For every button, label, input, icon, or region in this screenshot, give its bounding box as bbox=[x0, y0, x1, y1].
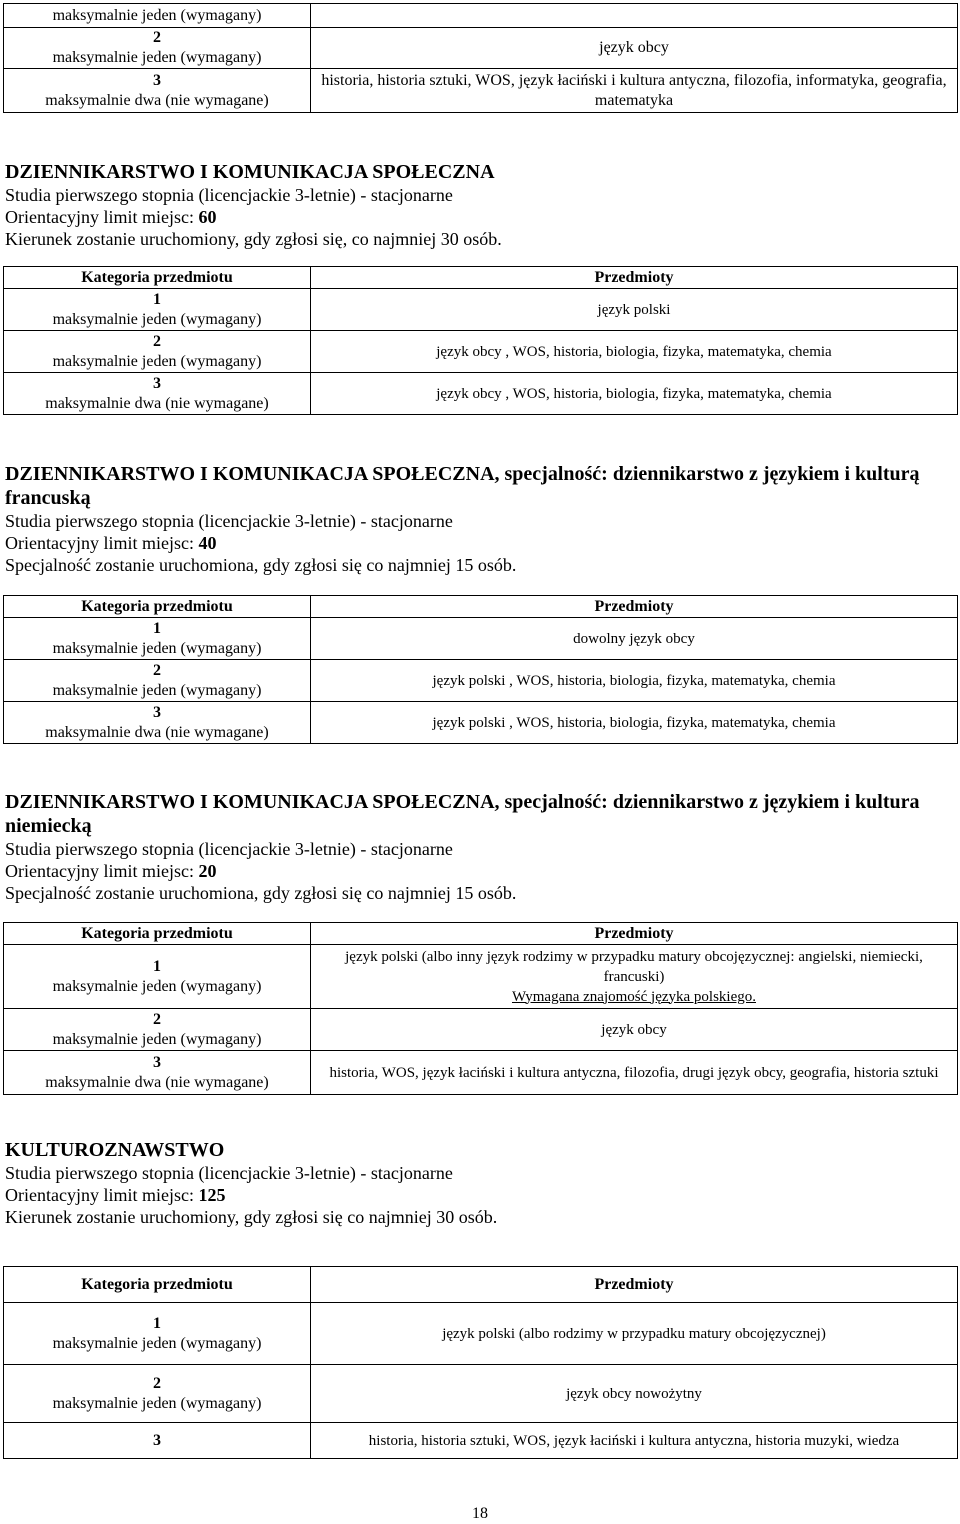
subjects-text: język polski , WOS, historia, biologia, fizyka, matematyka, chemia bbox=[432, 672, 836, 689]
category-limit: maksymalnie jeden (wymagany) bbox=[52, 639, 262, 657]
header-subjects: Przedmioty bbox=[311, 1267, 958, 1303]
table-row bbox=[4, 1303, 958, 1365]
criteria-table-dziennikarstwo bbox=[3, 266, 958, 415]
subjects-cell bbox=[311, 1051, 958, 1095]
limit-line bbox=[5, 532, 955, 554]
subjects-text: język obcy , WOS, historia, biologia, fizyka, matematyka, chemia bbox=[436, 385, 832, 402]
table-header-row bbox=[4, 1267, 958, 1303]
limit-label: Orientacyjny limit miejsc: bbox=[5, 533, 194, 553]
subjects-cell bbox=[311, 1365, 958, 1423]
table-row bbox=[4, 373, 958, 415]
category-number: 2 bbox=[153, 1010, 161, 1028]
category-limit: maksymalnie dwa (nie wymagane) bbox=[45, 1073, 269, 1091]
category-number: 3 bbox=[153, 703, 161, 721]
table-row bbox=[4, 1051, 958, 1095]
study-type: Studia pierwszego stopnia (licencjackie 3-letnie) - stacjonarne bbox=[5, 839, 453, 859]
limit-line bbox=[5, 206, 955, 228]
limit-value: 40 bbox=[198, 533, 217, 553]
limit-label: Orientacyjny limit miejsc: bbox=[5, 1185, 194, 1205]
subjects-cell bbox=[311, 373, 958, 415]
category-number: 2 bbox=[153, 29, 161, 46]
category-cell bbox=[4, 1009, 311, 1051]
study-type: Studia pierwszego stopnia (licencjackie 3-letnie) - stacjonarne bbox=[5, 185, 453, 205]
category-limit: maksymalnie jeden (wymagany) bbox=[52, 1030, 262, 1048]
table-row bbox=[4, 1423, 958, 1459]
category-cell bbox=[4, 28, 311, 69]
header-subjects: Przedmioty bbox=[311, 923, 958, 945]
table-row bbox=[4, 28, 958, 69]
table-row bbox=[4, 660, 958, 702]
launch-note: Kierunek zostanie uruchomiony, gdy zgłosi się, co najmniej 30 osób. bbox=[5, 229, 502, 249]
subjects-cell bbox=[311, 660, 958, 702]
category-cell bbox=[4, 1423, 311, 1459]
subjects-text: historia, historia sztuki, WOS, język łaciński i kultura antyczna, filozofia, informatyka, geografia, matematyka bbox=[321, 71, 947, 109]
table-row bbox=[4, 69, 958, 113]
subjects-cell bbox=[311, 702, 958, 744]
category-cell bbox=[4, 618, 311, 660]
limit-line bbox=[5, 860, 955, 882]
subjects-text: język obcy bbox=[601, 1021, 667, 1038]
category-number: 1 bbox=[153, 290, 161, 308]
program-header-dziennikarstwo bbox=[5, 160, 955, 250]
program-header-specjalnosc-niemiecka bbox=[5, 790, 955, 904]
category-number: 1 bbox=[153, 619, 161, 637]
limit-value: 60 bbox=[198, 207, 217, 227]
subjects-text: dowolny język obcy bbox=[573, 630, 695, 647]
subjects-cell bbox=[311, 69, 958, 113]
header-subjects: Przedmioty bbox=[311, 596, 958, 618]
header-subjects: Przedmioty bbox=[311, 267, 958, 289]
category-cell bbox=[4, 331, 311, 373]
launch-note: Specjalność zostanie uruchomiona, gdy zgłosi się co najmniej 15 osób. bbox=[5, 555, 517, 575]
category-number: 3 bbox=[153, 1431, 161, 1449]
category-cell bbox=[4, 945, 311, 1009]
table-row bbox=[4, 1009, 958, 1051]
table-row bbox=[4, 702, 958, 744]
category-number: 3 bbox=[153, 1053, 161, 1071]
criteria-table-kulturoznawstwo bbox=[3, 1266, 958, 1459]
category-number: 3 bbox=[153, 71, 161, 89]
table-row bbox=[4, 4, 958, 28]
subjects-text: język polski (albo rodzimy w przypadku matury obcojęzycznej) bbox=[442, 1325, 826, 1342]
category-cell bbox=[4, 373, 311, 415]
category-limit: maksymalnie jeden (wymagany) bbox=[52, 681, 262, 699]
table-row bbox=[4, 945, 958, 1009]
subjects-text: historia, WOS, język łaciński i kultura antyczna, filozofia, drugi język obcy, geografia, historia sztuki bbox=[329, 1064, 939, 1081]
table-row bbox=[4, 1365, 958, 1423]
category-limit: maksymalnie dwa (nie wymagane) bbox=[45, 723, 269, 741]
table-header-row bbox=[4, 923, 958, 945]
category-cell bbox=[4, 1051, 311, 1095]
subjects-text: język obcy , WOS, historia, biologia, fizyka, matematyka, chemia bbox=[436, 343, 832, 360]
launch-note: Specjalność zostanie uruchomiona, gdy zgłosi się co najmniej 15 osób. bbox=[5, 883, 517, 903]
study-type: Studia pierwszego stopnia (licencjackie 3-letnie) - stacjonarne bbox=[5, 511, 453, 531]
criteria-table-specjalnosc-niemiecka bbox=[3, 922, 958, 1095]
category-limit: maksymalnie jeden (wymagany) bbox=[52, 1334, 262, 1352]
subjects-cell bbox=[311, 1423, 958, 1459]
category-limit: maksymalnie jeden (wymagany) bbox=[52, 977, 262, 995]
subjects-cell bbox=[311, 28, 958, 69]
category-limit: maksymalnie dwa (nie wymagane) bbox=[45, 91, 269, 109]
category-number: 2 bbox=[153, 332, 161, 350]
limit-label: Orientacyjny limit miejsc: bbox=[5, 861, 194, 881]
category-number: 1 bbox=[153, 1314, 161, 1332]
category-number: 2 bbox=[153, 661, 161, 679]
category-limit: maksymalnie jeden (wymagany) bbox=[52, 1394, 262, 1412]
subjects-cell bbox=[311, 4, 958, 28]
category-number: 1 bbox=[153, 957, 161, 975]
category-cell bbox=[4, 660, 311, 702]
program-header-specjalnosc-francuska bbox=[5, 462, 955, 576]
subjects-note: Wymagana znajomość języka polskiego. bbox=[511, 988, 756, 1005]
table-row bbox=[4, 618, 958, 660]
page-number: 18 bbox=[472, 1505, 488, 1522]
limit-value: 20 bbox=[198, 861, 217, 881]
limit-label: Orientacyjny limit miejsc: bbox=[5, 207, 194, 227]
table-header-row bbox=[4, 267, 958, 289]
category-cell bbox=[4, 69, 311, 113]
program-title: DZIENNIKARSTWO I KOMUNIKACJA SPOŁECZNA, specjalność: dziennikarstwo z językiem i kulturą francuską bbox=[5, 463, 920, 509]
launch-note: Kierunek zostanie uruchomiony, gdy zgłosi się co najmniej 30 osób. bbox=[5, 1207, 498, 1227]
limit-line bbox=[5, 1184, 955, 1206]
table-row bbox=[4, 289, 958, 331]
category-limit: maksymalnie jeden (wymagany) bbox=[52, 49, 262, 66]
program-header-kulturoznawstwo bbox=[5, 1138, 955, 1228]
category-cell bbox=[4, 1365, 311, 1423]
limit-value: 125 bbox=[198, 1185, 226, 1205]
top-criteria-table bbox=[3, 3, 958, 113]
table-row bbox=[4, 331, 958, 373]
category-limit: maksymalnie jeden (wymagany) bbox=[52, 310, 262, 328]
category-limit: maksymalnie jeden (wymagany) bbox=[52, 352, 262, 370]
criteria-table-specjalnosc-francuska bbox=[3, 595, 958, 744]
header-category: Kategoria przedmiotu bbox=[4, 1267, 311, 1303]
category-cell bbox=[4, 289, 311, 331]
subjects-text: historia, historia sztuki, WOS, język łaciński i kultura antyczna, historia muzyki, wiedza bbox=[368, 1432, 900, 1449]
category-limit: maksymalnie dwa (nie wymagane) bbox=[45, 394, 269, 412]
subjects-text: język obcy nowożytny bbox=[566, 1385, 702, 1402]
subjects-cell bbox=[311, 331, 958, 373]
subjects-text: język polski , WOS, historia, biologia, fizyka, matematyka, chemia bbox=[432, 714, 836, 731]
header-category: Kategoria przedmiotu bbox=[4, 596, 311, 618]
subjects-text: język polski (albo inny język rodzimy w przypadku matury obcojęzycznej: angielski, niemiecki, francuski) bbox=[345, 948, 923, 985]
subjects-cell bbox=[311, 618, 958, 660]
header-category: Kategoria przedmiotu bbox=[4, 923, 311, 945]
category-cell bbox=[4, 702, 311, 744]
program-title: KULTUROZNAWSTWO bbox=[5, 1139, 225, 1161]
study-type: Studia pierwszego stopnia (licencjackie 3-letnie) - stacjonarne bbox=[5, 1163, 453, 1183]
subjects-cell bbox=[311, 1303, 958, 1365]
category-cell bbox=[4, 1303, 311, 1365]
header-category: Kategoria przedmiotu bbox=[4, 267, 311, 289]
category-number: 3 bbox=[153, 374, 161, 392]
subjects-cell bbox=[311, 289, 958, 331]
subjects-text: język obcy bbox=[599, 39, 669, 56]
program-title: DZIENNIKARSTWO I KOMUNIKACJA SPOŁECZNA, specjalność: dziennikarstwo z językiem i kultura niemiecką bbox=[5, 791, 920, 837]
table-header-row bbox=[4, 596, 958, 618]
category-number: 2 bbox=[153, 1374, 161, 1392]
program-title: DZIENNIKARSTWO I KOMUNIKACJA SPOŁECZNA bbox=[5, 161, 495, 183]
subjects-cell bbox=[311, 945, 958, 1009]
category-limit: maksymalnie jeden (wymagany) bbox=[52, 6, 262, 24]
subjects-cell bbox=[311, 1009, 958, 1051]
subjects-text: język polski bbox=[597, 301, 671, 318]
category-cell bbox=[4, 4, 311, 28]
